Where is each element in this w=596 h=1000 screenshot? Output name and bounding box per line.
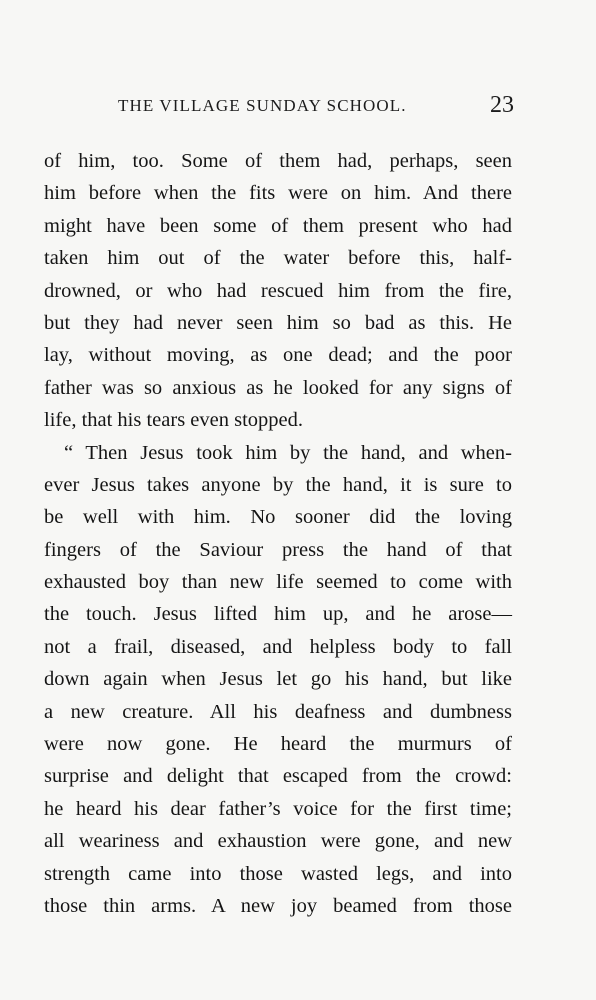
text-line: he heard his dear father’s voice for the first time; [44,797,512,820]
paragraph-end-line: life, that his tears even stopped. [44,409,304,432]
text-line: might have been some of them present who had [44,214,512,237]
text-line: the touch. Jesus lifted him up, and he arose— [44,603,512,626]
text-line: be well with him. No sooner did the loving [44,506,512,529]
text-line: but they had never seen him so bad as this. He [44,311,512,334]
text-line: exhausted boy than new life seemed to come with [44,571,512,594]
text-line: surprise and delight that escaped from the crowd: [44,765,512,788]
text-line: not a frail, diseased, and helpless body to fall [44,635,512,658]
text-line: him before when the fits were on him. And there [44,182,512,205]
text-line: fingers of the Saviour press the hand of that [44,538,512,561]
text-line: of him, too. Some of them had, perhaps, seen [44,150,512,172]
text-line: ever Jesus takes anyone by the hand, it is sure to [44,473,512,496]
page-number: 23 [490,92,514,118]
text-line: lay, without moving, as one dead; and the poor [44,344,512,367]
text-line: drowned, or who had rescued him from the fire, [44,279,512,302]
text-line: a new creature. All his deafness and dumbness [44,700,512,723]
text-line: strength came into those wasted legs, and into [44,862,512,885]
body-text [44,145,512,922]
running-header [44,92,514,126]
text-line: father was so anxious as he looked for any signs of [44,376,512,399]
running-title: THE VILLAGE SUNDAY SCHOOL. [118,96,407,115]
text-line: taken him out of the water before this, half- [44,247,512,270]
text-line: all weariness and exhaustion were gone, and new [44,830,512,853]
text-line: those thin arms. A new joy beamed from those [44,894,512,917]
text-line: down again when Jesus let go his hand, but like [44,668,512,691]
text-line: were now gone. He heard the murmurs of [44,733,512,756]
paragraph-start-line: “ Then Jesus took him by the hand, and when- [64,441,512,464]
